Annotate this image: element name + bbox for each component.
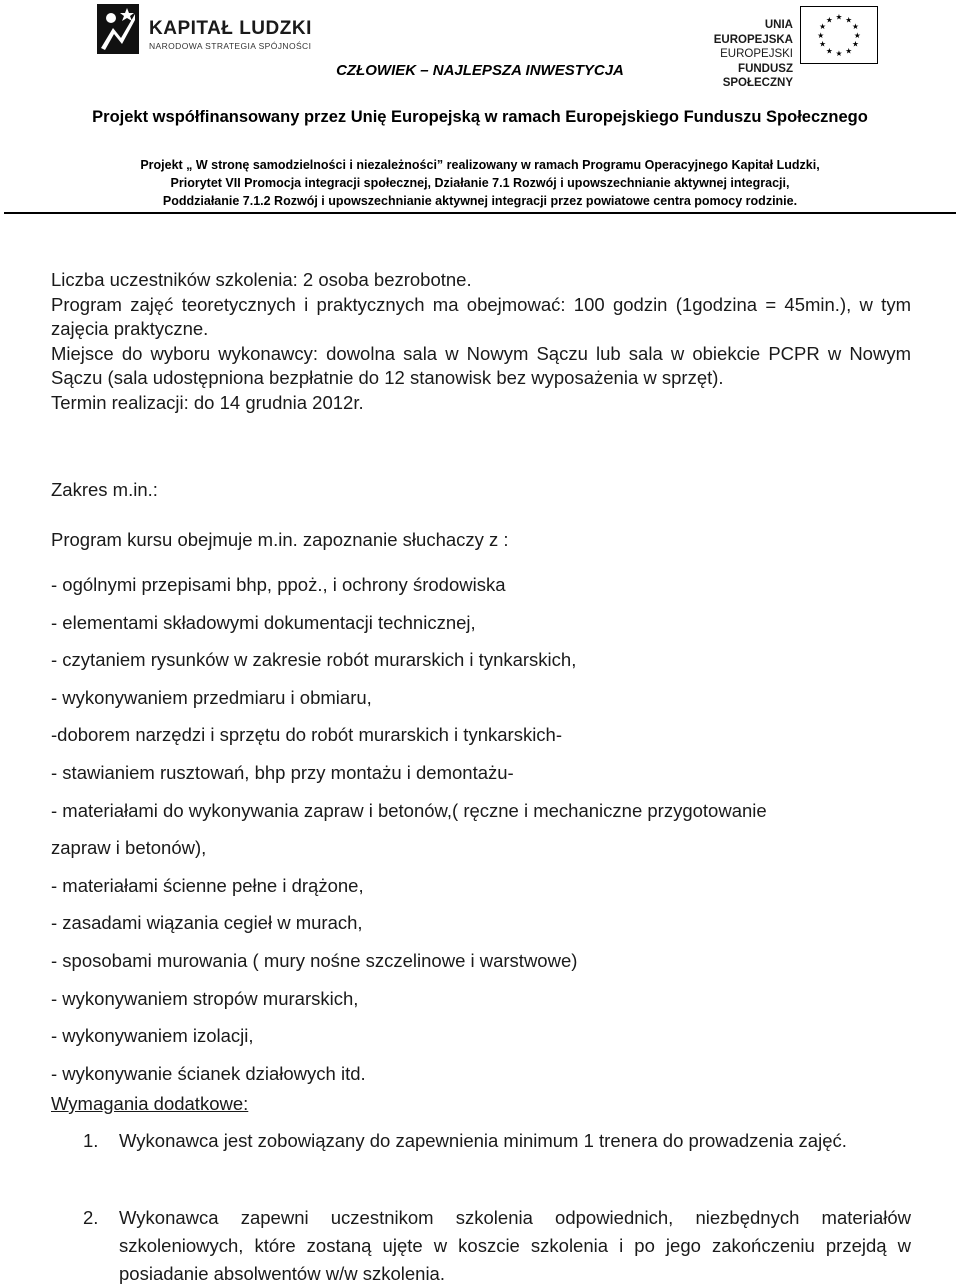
eu-line-2: EUROPEJSKI [720, 48, 793, 60]
list-item: - stawianiem rusztowań, bhp przy montażu i demontażu- [51, 761, 514, 783]
svg-text:★: ★ [845, 46, 853, 56]
svg-text:★: ★ [825, 46, 833, 56]
svg-text:★: ★ [825, 15, 833, 25]
list-item: - materiałami ścienne pełne i drążone, [51, 874, 364, 896]
intro-paragraphs [51, 268, 911, 416]
kapital-ludzki-emblem-icon [97, 4, 139, 54]
list-item: zapraw i betonów), [51, 837, 207, 859]
svg-text:★: ★ [851, 22, 859, 32]
svg-text:★: ★ [853, 30, 861, 40]
location-text: Miejsce do wyboru wykonawcy: dowolna sala w Nowym Sączu lub sala w obiekcie PCPR w Nowym Sączu (sala udostępniona bezpłatnie do 12 stanowisk bez wyposażenia w sprzęt). [51, 342, 911, 389]
svg-text:★: ★ [817, 30, 825, 40]
project-line-2: Priorytet VII Promocja integracji społecznej, Działanie 7.1 Rozwój i upowszechnianie aktywnej integracji, [170, 176, 790, 190]
kapital-ludzki-title: KAPITAŁ LUDZKI [149, 18, 312, 39]
scope-heading: Zakres m.in.: [51, 479, 158, 500]
eu-flag-icon [800, 6, 878, 64]
motto: CZŁOWIEK – NAJLEPSZA INWESTYCJA [336, 62, 624, 79]
header-divider [4, 212, 956, 214]
eu-line-1: UNIA EUROPEJSKA [713, 19, 793, 46]
list-item: -doborem narzędzi i sprzętu do robót murarskich i tynkarskich- [51, 724, 562, 746]
list-item: - materiałami do wykonywania zapraw i betonów,( ręczne i mechaniczne przygotowanie [51, 799, 767, 821]
svg-text:★: ★ [819, 39, 827, 49]
requirement-number: 1. [83, 1130, 99, 1151]
svg-text:★: ★ [835, 12, 843, 22]
list-item: - wykonywanie ścianek działowych itd. [51, 1062, 366, 1084]
list-item: - zasadami wiązania cegieł w murach, [51, 912, 363, 934]
svg-text:★: ★ [845, 15, 853, 25]
requirement-text: Wykonawca zapewni uczestnikom szkolenia odpowiednich, niezbędnych materiałów szkoleniowych, które zostaną ujęte w koszcie szkolenia i po jego zakończeniu przejdą w posiadanie absolwentów w/w szkolenia. [119, 1207, 911, 1284]
deadline-text: Termin realizacji: do 14 grudnia 2012r. [51, 391, 364, 413]
project-line-3: Poddziałanie 7.1.2 Rozwój i upowszechnianie aktywnej integracji przez powiatowe centra pomocy rodzinie. [162, 194, 798, 208]
list-item: - wykonywaniem stropów murarskich, [51, 987, 359, 1009]
project-info [0, 156, 960, 210]
svg-text:★: ★ [819, 22, 827, 32]
program-text: Program zajęć teoretycznych i praktycznych ma obejmować: 100 godzin (1godzina = 45min.), w tym zajęcia praktyczne. [51, 293, 911, 340]
project-line-1: Projekt „ W stronę samodzielności i niezależności” realizowany w ramach Programu Operacyjnego Kapitał Ludzki, [140, 158, 820, 172]
requirements-heading: Wymagania dodatkowe: [51, 1093, 249, 1114]
list-item: - wykonywaniem izolacji, [51, 1025, 254, 1047]
kapital-ludzki-logo [97, 4, 417, 60]
requirement-text: Wykonawca jest zobowiązany do zapewnienia minimum 1 trenera do prowadzenia zajęć. [119, 1130, 847, 1151]
list-item: - sposobami murowania ( mury nośne szczelinowe i warstwowe) [51, 949, 578, 971]
svg-text:★: ★ [851, 39, 859, 49]
kapital-ludzki-subtitle: NARODOWA STRATEGIA SPÓJNOŚCI [149, 41, 312, 51]
participants-text: Liczba uczestników szkolenia: 2 osoba bezrobotne. [51, 269, 472, 290]
list-item: - ogólnymi przepisami bhp, ppoż., i ochrony środowiska [51, 574, 506, 595]
list-item: - elementami składowymi dokumentacji technicznej, [51, 611, 476, 633]
eu-line-3: FUNDUSZ SPOŁECZNY [722, 62, 793, 89]
cofinancing-line: Projekt współfinansowany przez Unię Europejską w ramach Europejskiego Funduszu Społecznego [92, 108, 868, 126]
list-item: - wykonywaniem przedmiaru i obmiaru, [51, 686, 372, 708]
svg-text:★: ★ [835, 49, 843, 59]
eu-logo-text [683, 18, 793, 91]
requirement-number: 2. [83, 1207, 99, 1228]
scope-list [51, 566, 911, 1092]
program-intro: Program kursu obejmuje m.in. zapoznanie słuchaczy z : [51, 529, 509, 550]
list-item: - czytaniem rysunków w zakresie robót murarskich i tynkarskich, [51, 649, 577, 671]
